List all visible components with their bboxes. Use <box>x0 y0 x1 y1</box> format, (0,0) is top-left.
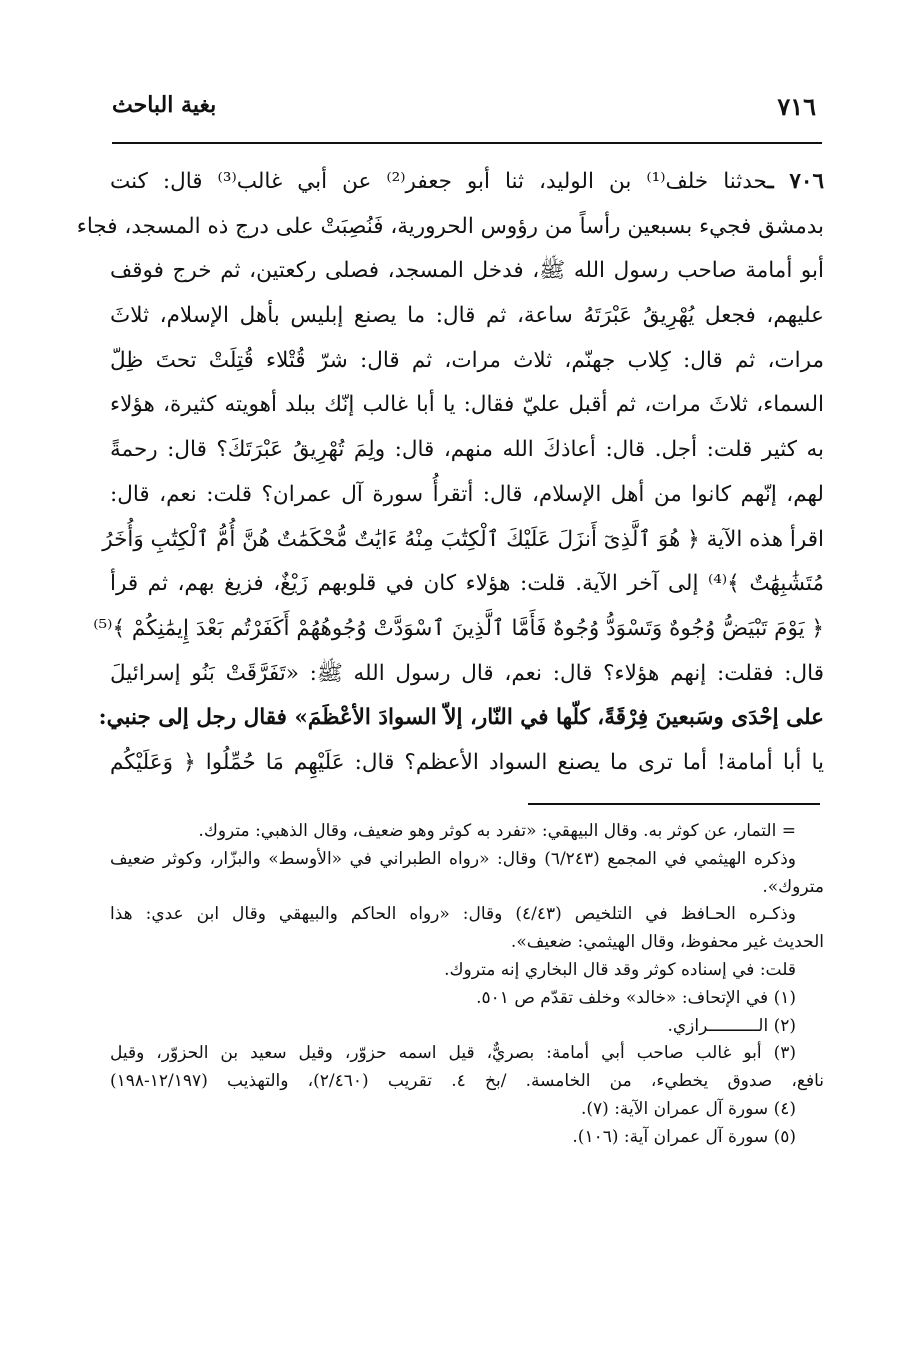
footnote-line: نافع، صدوق يخطيء، من الخامسة. /بخ ٤. تقريب (٢/٤٦٠)، والتهذيب (١٢/١٩٧-١٩٨) <box>110 1071 824 1092</box>
hadith-text <box>76 160 825 786</box>
page-number: ٧١٦ <box>777 92 816 121</box>
footnote-line: = التمار، عن كوثر به. وقال البيهقي: «تفرد به كوثر وهو ضعيف، وقال الذهبي: متروك. <box>198 821 796 841</box>
body-line: لهم، إنّهم كانوا من أهل الإسلام، قال: أتقرأُ سورة آل عمران؟ قلت: نعم، قال: <box>110 481 824 507</box>
footnote-rule <box>528 803 820 805</box>
footnote-line: (٣) أبو غالب صاحب أبي أمامة: بصريٌّ، قيل اسمه حزوّر، وقيل سعيد بن الحزوّر، وقيل <box>110 1043 796 1064</box>
hadith-number: ٧٠٦ ـ <box>767 169 825 194</box>
footnote-line: (٤) سورة آل عمران الآية: (٧). <box>580 1098 796 1119</box>
footnote-line: (٥) سورة آل عمران آية: (١٠٦). <box>572 1126 796 1147</box>
body-line: السماء، ثلاثَ مرات، ثم أقبل عليّ فقال: يا أبا غالب إنّك ببلد أهويته كثيرة، هؤلاء <box>110 392 824 418</box>
body-line: قال: فقلت: إنهم هؤلاء؟ قال: نعم، قال رسول الله ﷺ: «تَفَرَّقَتْ بَنُو إسرائيلَ <box>110 660 824 686</box>
footnote-line: (١) في الإتحاف: «خالد» وخلف تقدّم ص ٥٠١. <box>476 987 796 1008</box>
body-line: أبو أمامة صاحب رسول الله ﷺ، فدخل المسجد، فصلى ركعتين، ثم خرج فوقف <box>110 258 824 284</box>
body-line: مرات، ثم قال: كِلاب جهنّم، ثلاث مرات، ثم قال: شرّ قُتْلاء قُتِلَتْ تحتَ ظِلّ <box>110 347 824 373</box>
page-header <box>112 92 818 122</box>
body-line: ٧٠٦ ـحدثنا خلف⁽¹⁾ بن الوليد، ثنا أبو جعفر⁽²⁾ عن أبي غالب⁽³⁾ قال: كنت <box>110 169 825 194</box>
body-line: بدمشق فجيء بسبعين رأساً من رؤوس الحرورية، فَنُصِبَتْ على درج ذه المسجد، فجاء <box>76 213 824 239</box>
running-title: بغية الباحث <box>112 92 217 118</box>
hadith-quote-line: على إحْدَى وسَبعينَ فِرْقَةً، كلّها في النّار، إلاّ السوادَ الأعْظَمَ» فقال رجل إلى جنبي: <box>98 705 824 731</box>
body-line: مُتَشَٰبِهَٰتٌ ﴾⁽⁴⁾ إلى آخر الآية. قلت: هؤلاء كان في قلوبهم زَيْغٌ، فزيغ بهم، ثم قرأ <box>110 571 825 597</box>
footnote-line: وذكـره الحـافظ في التلخيص (٤/٤٣) وقال: «رواه الحاكم والبيهقي وقال ابن عدي: هذا <box>110 904 796 925</box>
quran-verse-line: ﴿ يَوْمَ تَبْيَضُّ وُجُوهٌ وَتَسْوَدُّ وُجُوهٌ فَأَمَّا ٱلَّذِينَ ٱسْوَدَّتْ وُجُوهُهُمْ أَكَفَرْتُم بَعْدَ إِيمَٰنِكُمْ ﴾⁽⁵⁾ <box>93 615 824 641</box>
footnote-line: متروك». <box>762 876 824 897</box>
footnote-line: وذكره الهيثمي في المجمع (٦/٢٤٣) وقال: «رواه الطبراني في «الأوسط» والبزّار، وكوثر ضعيف <box>110 848 796 869</box>
body-line: عليهم، فجعل يُهْرِيقُ عَبْرَتَهُ ساعة، ثم قال: ما يصنع إبليس بأهل الإسلام، ثلاثَ <box>110 303 824 329</box>
footnote-line: الحديث غير محفوظ، وقال الهيثمي: ضعيف». <box>510 932 824 953</box>
body-line: به كثير قلت: أجل. قال: أعاذكَ الله منهم، قال: ولِمَ تُهْرِيقُ عَبْرَتَكَ؟ قال: رحمةً <box>110 437 824 463</box>
header-rule <box>112 142 822 144</box>
footnote-line: (٢) الــــــــــرازي. <box>667 1015 796 1036</box>
body-line: يا أبا أمامة! أما ترى ما يصنع السواد الأعظم؟ قال: عَلَيْهِم مَا حُمِّلُوا ﴿ وَعَلَيْكُم <box>110 749 824 775</box>
quran-verse-line: اقرأ هذه الآية ﴿ هُوَ ٱلَّذِىٓ أَنزَلَ عَلَيْكَ ٱلْكِتَٰبَ مِنْهُ ءَايَٰتٌ مُّحْكَمَٰتٌ هُنَّ أُمُّ ٱلْكِتَٰبِ وَأُخَرُ <box>102 526 824 552</box>
footnotes <box>110 818 824 1152</box>
footnote-line: قلت: في إسناده كوثر وقد قال البخاري إنه متروك. <box>444 959 796 980</box>
